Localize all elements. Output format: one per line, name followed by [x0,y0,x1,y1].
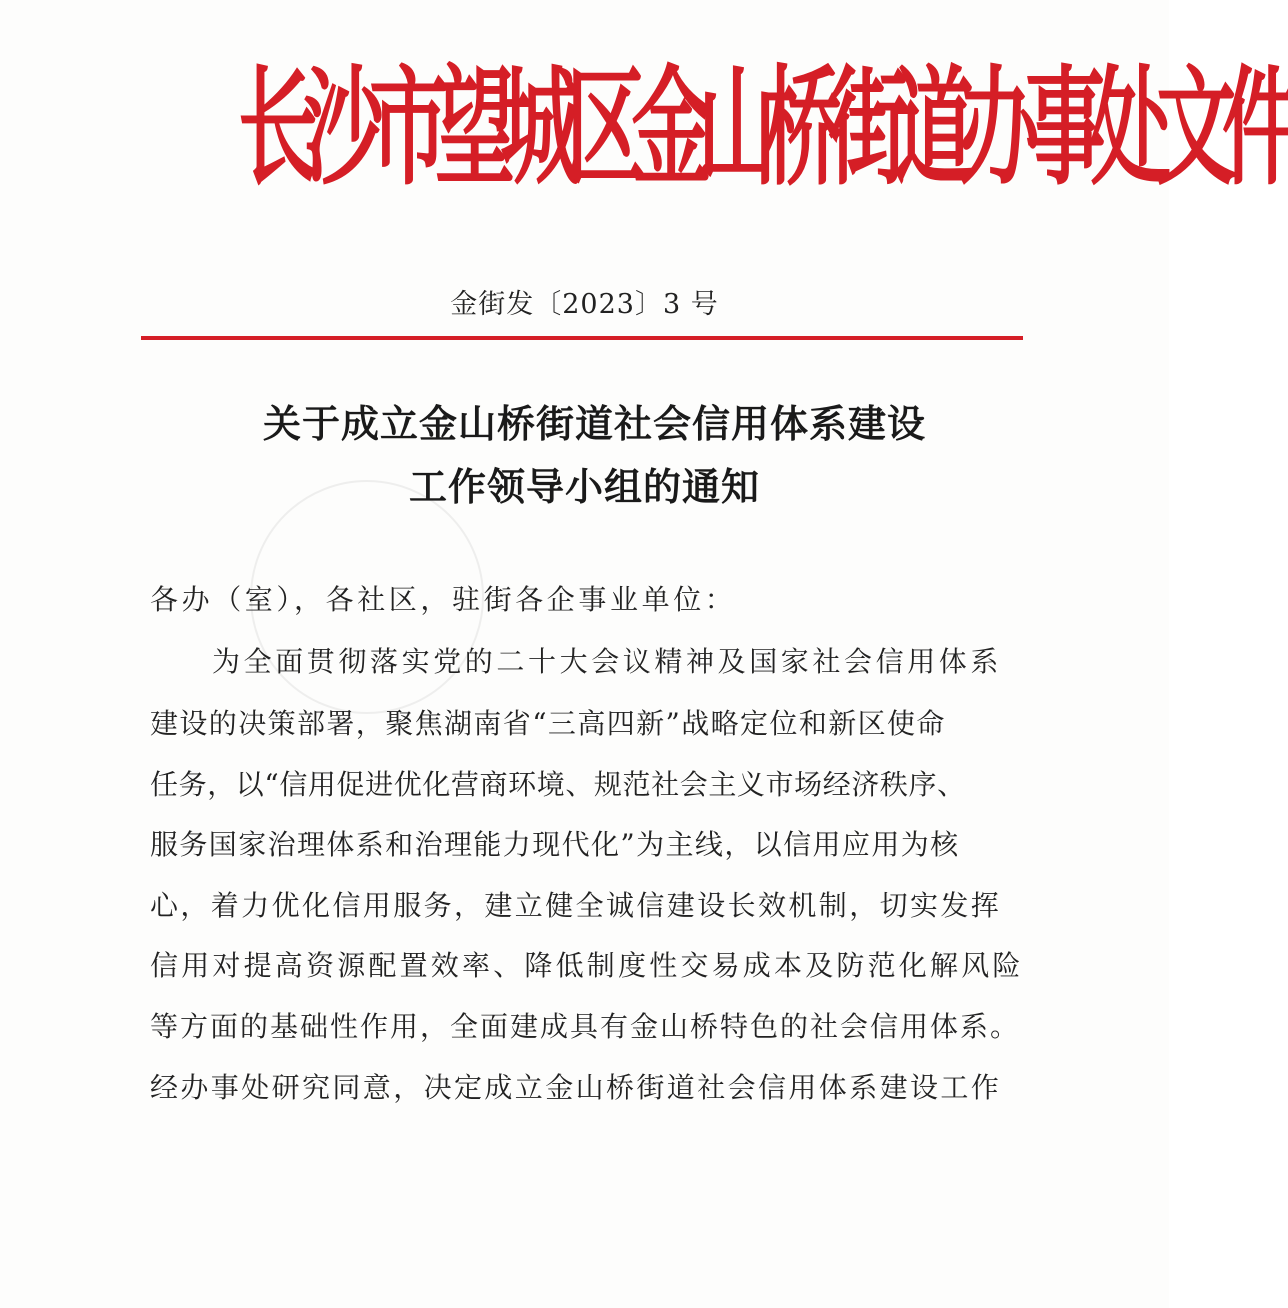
body-line-8: 经办事处研究同意，决定成立金山桥街道社会信用体系建设工作 [150,1071,1002,1104]
agency-header-title: 长沙市望城区金山桥街道办事处文件 [238,51,1288,203]
salutation: 各办（室），各社区，驻街各企事业单位： [150,583,737,616]
body-line-4: 服务国家治理体系和治理能力现代化”为主线，以信用应用为核 [150,828,960,861]
body-line-3: 任务，以“信用促进优化营商环境、规范社会主义市场经济秩序、 [150,768,966,801]
document-title-line-2: 工作领导小组的通知 [408,464,760,509]
body-line-7: 等方面的基础性作用，全面建成具有金山桥特色的社会信用体系。 [150,1010,1021,1043]
body-line-2: 建设的决策部署，聚焦湖南省“三高四新”战略定位和新区使命 [150,707,946,740]
body-line-1: 为全面贯彻落实党的二十大会议精神及国家社会信用体系 [212,645,1003,678]
body-line-5: 心，着力优化信用服务，建立健全诚信建设长效机制，切实发挥 [150,889,1002,922]
document-number: 金街发〔2023〕3 号 [450,289,719,320]
document-title-line-1: 关于成立金山桥街道社会信用体系建设 [262,401,926,446]
body-line-6: 信用对提高资源配置效率、降低制度性交易成本及防范化解风险 [150,949,1024,982]
red-divider-line [141,336,1023,340]
